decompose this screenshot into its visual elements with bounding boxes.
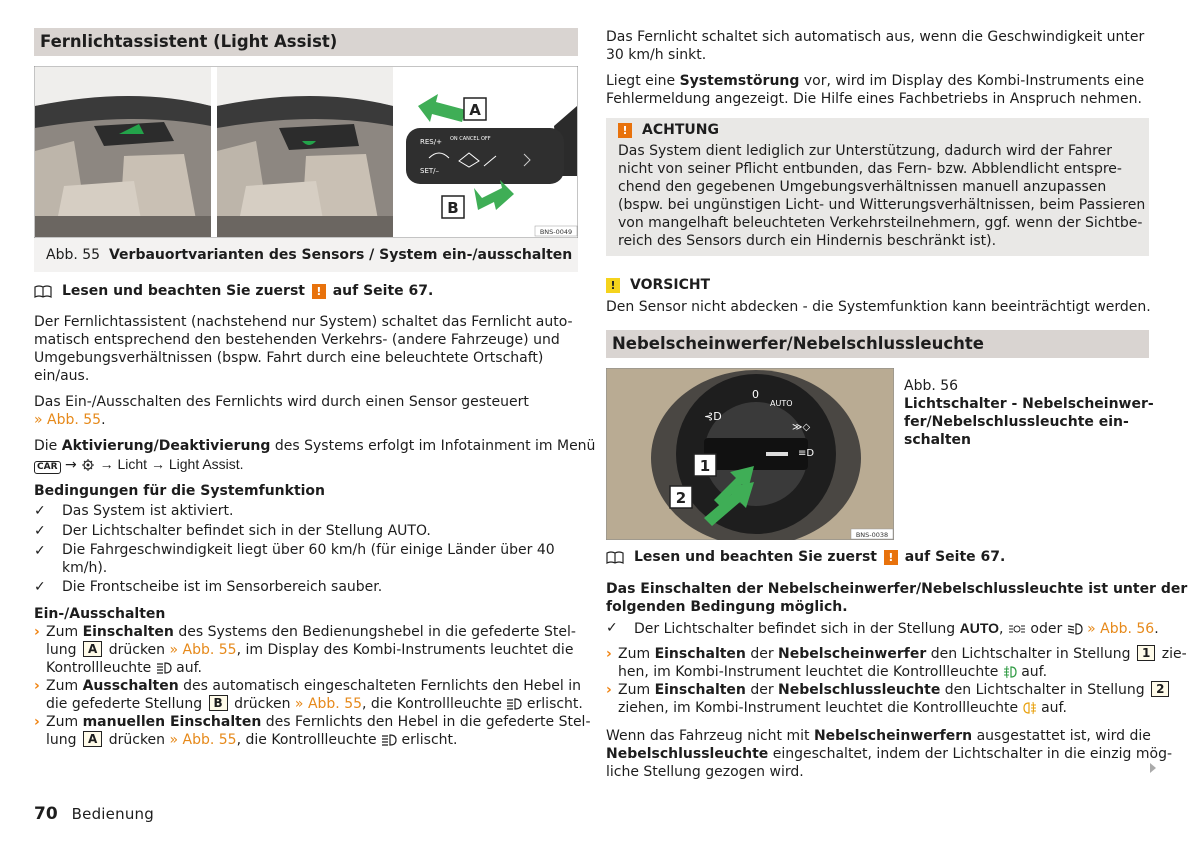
text-line: Der Fernlichtassistent (nachstehend nur System) schaltet das Fernlicht auto- [34,314,573,330]
on-off-title: Ein-/Ausschalten [34,606,166,622]
text-line: matisch entsprechend den bestehenden Verkehrs- (andere Fahrzeuge) und [34,332,560,348]
svg-text:1: 1 [699,457,711,475]
check-icon: ✓ [34,503,46,519]
t: Zum [46,714,83,730]
fog-steps-list [606,645,1187,717]
step-item [34,677,583,713]
t: Zum [46,678,83,694]
t: ausgestattet ist, wird die [972,728,1151,744]
text-line: Fehlermeldung angezeigt. Die Hilfe eines Fachbetriebs in Anspruch nehmen. [606,91,1142,107]
achtung-title [618,120,1137,140]
step-item [606,681,1165,717]
caption-text: Verbauortvarianten des Sensors / System ein-/ausschalten [108,247,573,263]
text-line: reich des Sensors durch ein Hindernis beschränkt ist). [618,233,997,249]
fog-condition-item [606,618,1159,639]
auto-symbol: AUTO [959,620,1000,636]
b: Nebelscheinwerfern [813,728,973,744]
svg-text:BNS-0038: BNS-0038 [855,531,889,539]
low-beam-icon [1067,623,1083,635]
left-column [34,28,596,749]
t: den Lichtschalter in Stellung [926,646,1135,662]
right-column [606,28,1188,781]
check-icon: ✓ [606,620,618,636]
t: der [745,682,779,698]
text-line: Umgebungsverhältnissen (bspw. Fahrt durch eine beleuchtete Ortschaft) [34,350,544,366]
check-icon: ✓ [34,523,46,539]
front-fog-light-icon [1003,665,1017,679]
t: . [1154,621,1159,637]
text-line: Das System dient lediglich zur Unterstützung, dadurch wird der Fahrer [618,143,1112,159]
svg-text:2: 2 [675,489,687,507]
t: Liegt eine [606,73,680,89]
t: oder [1025,621,1067,637]
t: der [745,646,779,662]
svg-text:BNS-0049: BNS-0049 [539,228,573,236]
book-icon [606,551,624,564]
t: drücken [229,696,295,712]
t: hen, im Kombi-Instrument leuchtet die Kontrollleuchte [618,664,1003,680]
t: zie- [1157,646,1187,662]
position-box: 2 [1151,681,1169,697]
text-line: ein/aus. [34,368,90,384]
figure-link[interactable]: » Abb. 56 [1087,621,1155,637]
bullet-icon: › [606,682,612,698]
condition-text: km/h). [62,560,108,576]
fault-paragraph [606,72,1149,108]
rear-fog-light-icon [1023,701,1037,715]
bullet-icon: › [34,678,40,694]
windshield-sensor-photo-1 [35,67,211,237]
t: auf. [1016,664,1048,680]
vorsicht-title [606,276,1149,294]
sensor-paragraph [34,393,578,429]
arrow: → [64,457,77,473]
position-box: 1 [1137,645,1155,661]
read-first-page[interactable]: auf Seite 67. [904,549,1006,565]
light-stalk-drawing [399,67,577,237]
svg-text:ON CANCEL OFF: ON CANCEL OFF [450,136,491,142]
b: Nebelschlussleuchte [778,682,941,698]
vorsicht-text: Den Sensor nicht abdecken - die Systemfunktion kann beeinträchtigt werden. [606,299,1151,315]
figure-56 [606,368,1154,540]
section-title-fog-lights: Nebelscheinwerfer/Nebelschlussleuchte [606,330,1149,358]
b: manuellen Einschalten [82,714,262,730]
fog-condition-title [606,580,1188,616]
step-item [606,645,1187,681]
warning-icon: ! [312,284,326,299]
t: drücken [104,642,170,658]
read-first-text: Lesen und beachten Sie zuerst [62,283,305,299]
activation-paragraph [34,437,596,474]
b: Einschalten [654,682,746,698]
caption-text: schalten [904,432,971,448]
t: Wenn das Fahrzeug nicht mit [606,728,814,744]
t: drücken [104,732,170,748]
svg-text:0: 0 [752,388,759,401]
text: des Systems erfolgt im Infotainment im Menü [270,438,596,454]
t: erlischt. [397,732,458,748]
t: , im Display des Kombi-Instruments leuchtet die [236,642,574,658]
condition-item [34,521,578,541]
svg-text:A: A [469,101,481,119]
text-line: folgenden Bedingung möglich. [606,599,848,615]
achtung-text [618,142,1146,250]
car-key-icon: CAR [34,461,61,474]
windshield-sensor-photo-2 [217,67,393,237]
final-paragraph [606,727,1173,781]
t: vor, wird im Display des Kombi-Instruments eine [799,73,1145,89]
condition-text: Der Lichtschalter befindet sich in der Stellung AUTO. [62,523,431,539]
svg-text:AUTO: AUTO [770,399,793,408]
caption-number: Abb. 55 [46,247,101,263]
high-beam-icon [381,734,397,746]
section-title-light-assist: Fernlichtassistent (Light Assist) [34,28,578,56]
bold-text: Aktivierung/Deaktivierung [61,438,271,454]
figure-56-caption [894,368,1154,540]
read-first-note [606,548,1149,566]
text-line: Das Fernlicht schaltet sich automatisch aus, wenn die Geschwindigkeit unter [606,29,1145,45]
t: Zum [618,646,655,662]
t: den Lichtschalter in Stellung [940,682,1150,698]
figure-link[interactable]: » Abb. 55 [294,696,363,712]
bullet-icon: › [606,646,612,662]
achtung-box [606,118,1149,256]
text-line: von mangelhaft beleuchteten Verkehrsteilnehmern, ggf. wenn der Sichtbe- [618,215,1143,231]
figure-55-image [34,66,578,238]
light-switch-photo [606,368,894,540]
svg-text:B: B [447,199,459,217]
position-box: A [83,731,102,747]
b: Einschalten [654,646,746,662]
chapter-name: Bedienung [71,805,154,823]
t: ziehen, im Kombi-Instrument leuchtet die Kontrollleuchte [618,700,1023,716]
t: die gefederte Stellung [46,696,207,712]
t: lung [46,732,81,748]
t: des Systems den Bedienungshebel in die gefederte Stel- [173,624,576,640]
caption-text: Lichtschalter - Nebelscheinwer- [904,396,1154,412]
figure-link[interactable]: » Abb. 55 [34,412,102,428]
continue-arrow-icon [1150,763,1156,773]
conditions-title: Bedingungen für die Systemfunktion [34,483,326,499]
t: Zum [618,682,655,698]
intro-paragraph [34,313,578,385]
b: Nebelscheinwerfer [778,646,927,662]
t: , die Kontrollleuchte [362,696,507,712]
text-line: nicht von seiner Pflicht entbunden, das Fern- bzw. Abblendlicht entspre- [618,161,1122,177]
t: auf. [171,660,202,676]
caption-number: Abb. 56 [904,378,959,394]
b: Einschalten [82,624,174,640]
step-item [34,623,578,677]
svg-text:⊰D: ⊰D [704,410,722,423]
achtung-label: ACHTUNG [642,122,719,138]
t: eingeschaltet, indem der Lichtschalter in die einzig mög- [768,746,1173,762]
b: Ausschalten [82,678,179,694]
conditions-list [34,501,578,597]
figure-link[interactable]: » Abb. 55 [169,732,237,748]
condition-text: Das System ist aktiviert. [62,503,234,519]
page-number: 70 [34,804,58,824]
t: des automatisch eingeschalteten Fernlichts den Hebel in [178,678,581,694]
b: Systemstörung [679,73,800,89]
read-first-page[interactable]: auf Seite 67. [332,283,434,299]
figure-link[interactable]: » Abb. 55 [169,642,237,658]
bullet-icon: › [34,624,40,640]
figure-55 [34,66,578,272]
condition-item [34,577,578,597]
warning-icon: ! [618,123,632,138]
t: , [999,621,1008,637]
high-beam-icon [156,662,172,674]
step-item [34,713,591,749]
parking-light-icon [1008,624,1026,634]
position-box: A [83,641,102,657]
t: Der Lichtschalter befindet sich in der Stellung [634,621,960,637]
condition-text: Die Frontscheibe ist im Sensorbereich sauber. [62,579,383,595]
text-line: Das Ein-/Ausschalten des Fernlichts wird durch einen Sensor gesteuert [34,394,529,410]
condition-text: Die Fahrgeschwindigkeit liegt über 60 km/h (für einige Länder über 40 [62,542,555,558]
steps-list [34,623,591,749]
t: des Fernlichts den Hebel in die gefederte Stel- [261,714,591,730]
figure-55-caption [34,238,578,272]
condition-item [34,501,578,521]
high-beam-icon [506,698,522,710]
gear-icon [81,458,95,472]
punct: . [101,412,106,428]
book-icon [34,285,52,298]
t: erlischt. [522,696,583,712]
t: auf. [1036,700,1067,716]
t: Zum [46,624,83,640]
t: lung [46,642,81,658]
svg-text:≫◇: ≫◇ [792,422,811,433]
b: Nebelschlussleuchte [606,746,769,762]
caution-icon: ! [606,278,620,293]
page-footer [34,805,154,823]
text-line: liche Stellung gezogen wird. [606,764,804,780]
caption-text: fer/Nebelschlussleuchte ein- [904,414,1129,430]
read-first-text: Lesen und beachten Sie zuerst [634,549,877,565]
svg-text:SET/–: SET/– [420,167,440,175]
svg-text:≡D: ≡D [798,448,815,459]
warning-icon: ! [884,550,898,565]
text: Die [34,438,62,454]
t: Kontrollleuchte [46,660,156,676]
vorsicht-label: VORSICHT [630,277,711,293]
menu-path: → Licht → Light Assist. [99,456,244,472]
check-icon: ✓ [34,543,46,559]
read-first-note [34,282,578,300]
text-line: 30 km/h sinkt. [606,47,707,63]
auto-off-paragraph [606,28,1149,64]
check-icon: ✓ [34,579,46,595]
text-line: chend den gegebenen Umgebungsverhältnissen manuell anzupassen [618,179,1107,195]
text-line: (bspw. bei ungünstigen Licht- und Witterungsverhältnissen, beim Passieren [618,197,1146,213]
position-box: B [209,695,228,711]
text-line: Das Einschalten der Nebelscheinwerfer/Nebelschlussleuchte ist unter der [606,581,1188,597]
t: , die Kontrollleuchte [236,732,382,748]
bullet-icon: › [34,714,40,730]
svg-text:RES/+: RES/+ [420,138,442,146]
condition-item [34,541,578,577]
